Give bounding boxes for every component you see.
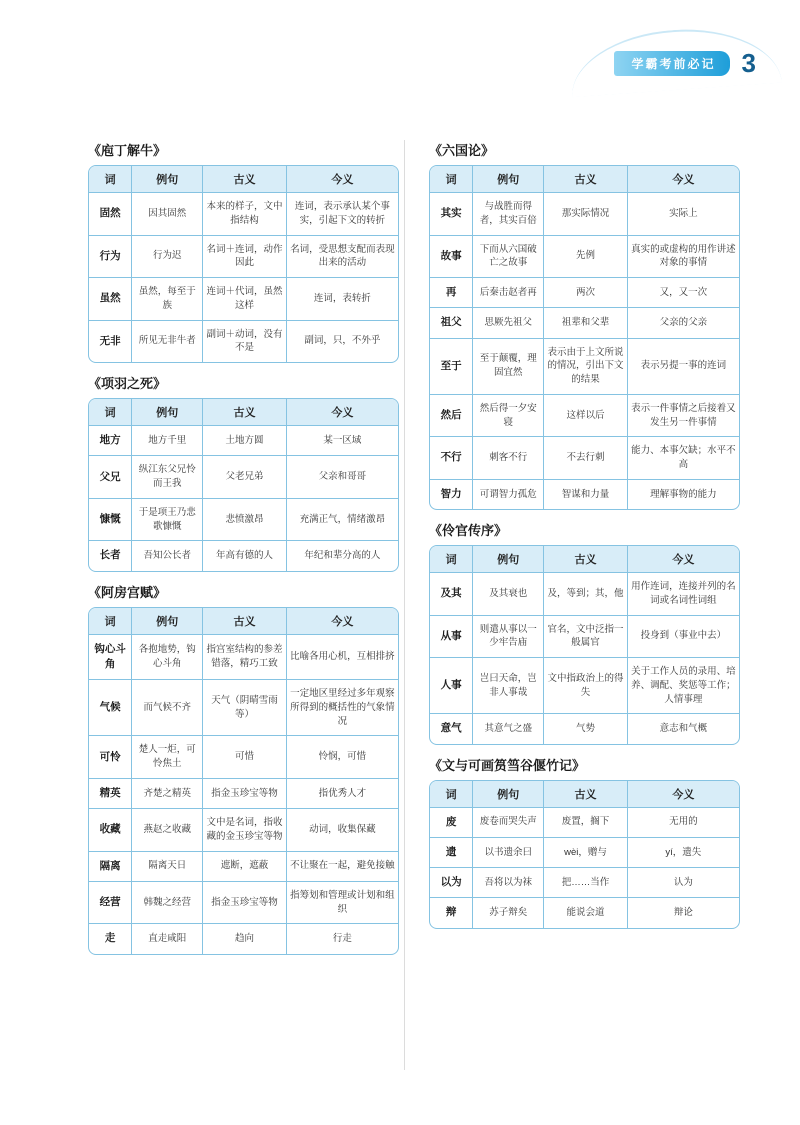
table-title: 《文与可画筼筜谷偃竹记》 [429,757,586,773]
table-title: 《阿房宫赋》 [88,584,167,600]
ancient-meaning-cell: 本来的样子，文中指结构 [203,193,286,236]
example-cell: 隔离天日 [132,852,203,882]
column-header: 今义 [628,546,739,573]
table-section [88,582,399,955]
table-row [430,838,739,868]
example-cell: 废卷而哭失声 [473,808,544,838]
table-row [89,924,398,953]
column-header: 词 [89,608,132,635]
table-section [88,140,399,363]
word-cell: 然后 [430,395,473,438]
table-row [89,680,398,736]
word-cell: 智力 [430,480,473,509]
modern-meaning-cell: 一定地区里经过多年观察所得到的概括性的气象情况 [287,680,398,736]
word-meanings-table [88,398,399,572]
word-cell: 长者 [89,541,132,570]
ancient-meaning-cell: 指金玉珍宝等物 [203,779,286,809]
ancient-meaning-cell: 连词＋代词，虽然这样 [203,278,286,321]
header-row [89,608,398,635]
table-row [89,736,398,779]
modern-meaning-cell: 指筹划和管理或计划和组织 [287,882,398,925]
example-cell: 至于颠覆，理固宜然 [473,339,544,395]
word-meanings-table [429,165,740,510]
word-cell: 走 [89,924,132,953]
ancient-meaning-cell: 名词＋连词，动作因此 [203,236,286,279]
ancient-meaning-cell: 天气（阴晴雪雨等） [203,680,286,736]
word-cell: 废 [430,808,473,838]
word-meanings-table [429,780,740,929]
column-header: 词 [430,166,473,193]
table-row [430,308,739,338]
word-meanings-table [429,545,740,745]
word-cell: 地方 [89,426,132,456]
ancient-meaning-cell: 表示由于上文所说的情况，引出下文的结果 [544,339,627,395]
table-section [88,373,399,572]
column-header: 例句 [132,166,203,193]
page-content [88,132,756,965]
example-cell: 韩魏之经营 [132,882,203,925]
table-row [430,193,739,236]
table-row [430,808,739,838]
table-row [89,193,398,236]
modern-meaning-cell: 不让聚在一起，避免接触 [287,852,398,882]
word-cell: 可怜 [89,736,132,779]
ancient-meaning-cell: 及，等到；其，他 [544,573,627,616]
modern-meaning-cell: 名词，受思想支配而表现出来的活动 [287,236,398,279]
column-header: 词 [430,546,473,573]
example-cell: 则遣从事以一少牢告庙 [473,616,544,659]
modern-meaning-cell: 比喻各用心机，互相排挤 [287,635,398,680]
table-section [429,140,740,510]
column-header: 古义 [203,608,286,635]
ancient-meaning-cell: 文中指政治上的得失 [544,658,627,714]
column-header: 今义 [287,399,398,426]
table-row [89,278,398,321]
header-row [89,166,398,193]
ancient-meaning-cell: 年高有德的人 [203,541,286,570]
modern-meaning-cell: 意志和气概 [659,723,708,735]
modern-meaning-cell: 指优秀人才 [287,779,398,809]
example-cell: 而气候不齐 [132,680,203,736]
table-row [430,339,739,395]
table-row [430,658,739,714]
word-cell: 钩心斗角 [89,635,132,680]
ancient-meaning-cell: 文中是名词，指收藏的金玉珍宝等物 [203,809,286,852]
example-cell: 楚人一炬，可怜焦土 [132,736,203,779]
ancient-meaning-cell: 两次 [544,278,627,308]
ancient-meaning-cell: 指金玉珍宝等物 [203,882,286,925]
example-cell: 于是项王乃悲歌慷慨 [132,499,203,542]
ancient-meaning-cell: 智谋和力量 [544,480,627,509]
table-title: 《庖丁解牛》 [88,143,167,158]
table-title: 《六国论》 [429,143,495,158]
ancient-meaning-cell: 废置，搁下 [544,808,627,838]
word-cell: 收藏 [89,809,132,852]
example-cell: 及其衰也 [473,573,544,616]
ancient-meaning-cell: 官名，文中泛指一般属官 [544,616,627,659]
modern-meaning-cell: 真实的或虚构的用作讲述对象的事情 [628,236,739,279]
word-cell: 意气 [430,714,473,743]
header-row [430,781,739,808]
table-row [89,499,398,542]
word-cell: 至于 [430,339,473,395]
modern-meaning-cell: 父亲和哥哥 [287,456,398,499]
column-header: 古义 [203,399,286,426]
modern-meaning-cell: 理解事物的能力 [650,488,717,500]
table-row [89,809,398,852]
example-cell: 思厥先祖父 [473,308,544,338]
table-row [430,480,739,509]
modern-meaning-cell: 年纪和辈分高的人 [304,550,381,562]
table-row [430,616,739,659]
column-header: 古义 [544,166,627,193]
table-section [429,520,740,745]
modern-meaning-cell: 关于工作人员的录用、培养、调配、奖惩等工作；人情事理 [628,658,739,714]
table-row [430,714,739,743]
column-header: 今义 [628,781,739,808]
header-badge: 学霸考前必记 [614,51,730,76]
example-cell: 可谓智力孤危 [473,480,544,509]
column-header: 词 [89,166,132,193]
ancient-meaning-cell: 能说会道 [544,898,627,927]
header-row [430,546,739,573]
word-cell: 从事 [430,616,473,659]
word-cell: 祖父 [430,308,473,338]
example-cell: 后秦击赵者再 [473,278,544,308]
ancient-meaning-cell: 那实际情况 [544,193,627,236]
word-cell: 以为 [430,868,473,898]
modern-meaning-cell: yí，遗失 [628,838,739,868]
header-row [89,399,398,426]
word-cell: 父兄 [89,456,132,499]
ancient-meaning-cell: 这样以后 [544,395,627,438]
table-row [89,541,398,570]
ancient-meaning-cell: 指宫室结构的参差错落，精巧工致 [203,635,286,680]
example-cell: 吾将以为袜 [473,868,544,898]
word-cell: 慷慨 [89,499,132,542]
modern-meaning-cell: 无用的 [628,808,739,838]
example-cell: 因其固然 [132,193,203,236]
modern-meaning-cell: 辩论 [673,907,693,919]
table-row [89,236,398,279]
word-cell: 遗 [430,838,473,868]
ancient-meaning-cell: wèi，赠与 [544,838,627,868]
modern-meaning-cell: 副词，只，不外乎 [304,335,381,347]
table-section [429,755,740,929]
modern-meaning-cell: 怜悯，可惜 [287,736,398,779]
table-row [430,278,739,308]
word-cell: 虽然 [89,278,132,321]
column-header: 例句 [473,781,544,808]
modern-meaning-cell: 又，又一次 [628,278,739,308]
example-cell: 虽然，每至于族 [132,278,203,321]
example-cell: 直走咸阳 [132,924,203,953]
example-cell: 苏子辩矣 [473,898,544,927]
word-cell: 及其 [430,573,473,616]
column-header: 古义 [544,546,627,573]
modern-meaning-cell: 能力、本事欠缺；水平不高 [628,437,739,480]
word-meanings-table [88,607,399,955]
modern-meaning-cell: 投身到（事业中去） [628,616,739,659]
word-meanings-table [88,165,399,363]
word-cell: 故事 [430,236,473,279]
word-cell: 精英 [89,779,132,809]
column-header: 今义 [287,608,398,635]
ancient-meaning-cell: 不去行刺 [544,437,627,480]
column-header: 例句 [132,608,203,635]
table-row [89,456,398,499]
example-cell: 下而从六国破亡之故事 [473,236,544,279]
column-header: 古义 [203,166,286,193]
ancient-meaning-cell: 先例 [544,236,627,279]
example-cell: 岂曰天命，岂非人事哉 [473,658,544,714]
word-cell: 无非 [89,321,132,363]
page-header [614,48,756,79]
header-row [430,166,739,193]
ancient-meaning-cell: 可惜 [203,736,286,779]
table-row [89,779,398,809]
table-row [89,321,398,363]
modern-meaning-cell: 表示一件事情之后接着又发生另一件事情 [628,395,739,438]
word-cell: 固然 [89,193,132,236]
word-cell: 不行 [430,437,473,480]
table-row [430,236,739,279]
example-cell: 各抱地势，钩心斗角 [132,635,203,680]
word-cell: 辩 [430,898,473,927]
column-header: 例句 [473,546,544,573]
right-column [429,132,740,965]
word-cell: 再 [430,278,473,308]
modern-meaning-cell: 连词，表示承认某个事实，引起下文的转折 [287,193,398,236]
example-cell: 燕赵之收藏 [132,809,203,852]
modern-meaning-cell: 某一区域 [287,426,398,456]
example-cell: 然后得一夕安寝 [473,395,544,438]
example-cell: 与战胜而得者，其实百倍 [473,193,544,236]
modern-meaning-cell: 认为 [628,868,739,898]
modern-meaning-cell: 动词，收集保藏 [287,809,398,852]
example-cell: 所见无非牛者 [132,321,203,363]
word-cell: 隔离 [89,852,132,882]
table-title: 《项羽之死》 [88,376,167,392]
ancient-meaning-cell: 趋向 [203,924,286,953]
ancient-meaning-cell: 副词＋动词，没有不是 [203,321,286,363]
column-header: 词 [89,399,132,426]
column-header: 例句 [473,166,544,193]
example-cell: 刺客不行 [473,437,544,480]
example-cell: 其意气之盛 [473,714,544,743]
table-row [89,852,398,882]
word-cell: 经营 [89,882,132,925]
example-cell: 纵江东父兄怜而王我 [132,456,203,499]
word-cell: 行为 [89,236,132,279]
modern-meaning-cell: 连词，表转折 [287,278,398,321]
table-row [430,437,739,480]
table-row [430,898,739,927]
ancient-meaning-cell: 气势 [544,714,627,743]
ancient-meaning-cell: 父老兄弟 [203,456,286,499]
modern-meaning-cell: 行走 [332,933,352,945]
ancient-meaning-cell: 遮断，遮蔽 [203,852,286,882]
modern-meaning-cell: 充满正气，情绪激昂 [287,499,398,542]
word-cell: 人事 [430,658,473,714]
ancient-meaning-cell: 悲愤激昂 [203,499,286,542]
table-title: 《伶官传序》 [429,523,508,539]
modern-meaning-cell: 实际上 [628,193,739,236]
table-row [89,882,398,925]
word-cell: 其实 [430,193,473,236]
table-row [430,573,739,616]
left-column [88,132,399,965]
example-cell: 行为迟 [132,236,203,279]
table-row [89,426,398,456]
example-cell: 以书遗余曰 [473,838,544,868]
table-row [430,395,739,438]
column-header: 古义 [544,781,627,808]
column-header: 词 [430,781,473,808]
table-row [430,868,739,898]
example-cell: 吾知公长者 [132,541,203,570]
modern-meaning-cell: 用作连词，连接并列的名词或名词性词组 [628,573,739,616]
ancient-meaning-cell: 土地方圆 [203,426,286,456]
modern-meaning-cell: 父亲的父亲 [628,308,739,338]
page-number: 3 [741,48,756,78]
ancient-meaning-cell: 把……当作 [544,868,627,898]
example-cell: 齐楚之精英 [132,779,203,809]
example-cell: 地方千里 [132,426,203,456]
column-header: 例句 [132,399,203,426]
word-cell: 气候 [89,680,132,736]
column-header: 今义 [628,166,739,193]
table-row [89,635,398,680]
modern-meaning-cell: 表示另提一事的连词 [628,339,739,395]
ancient-meaning-cell: 祖辈和父辈 [544,308,627,338]
column-header: 今义 [287,166,398,193]
